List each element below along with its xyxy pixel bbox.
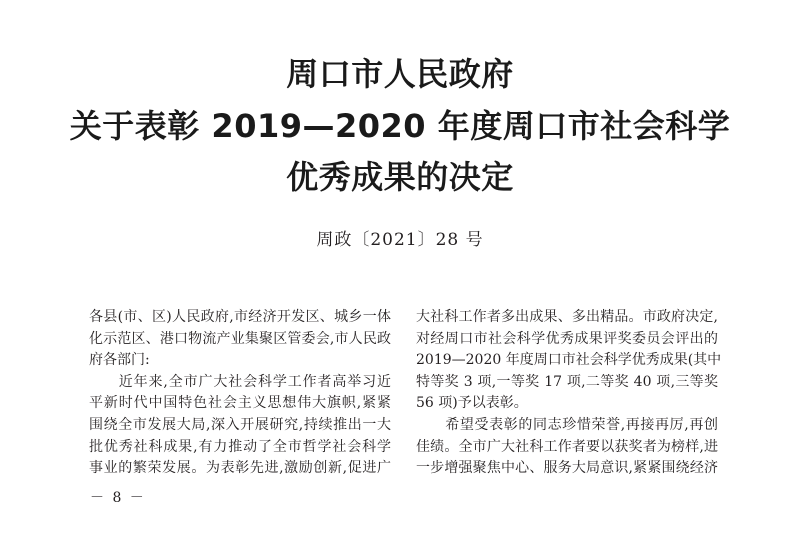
body-line: 化示范区、港口物流产业集聚区管委会,市人民政: [89, 330, 391, 347]
page-number: － 8 －: [90, 490, 146, 506]
body-line: 希望受表彰的同志珍惜荣誉,再接再厉,再创: [416, 416, 718, 433]
body-line: 2019—2020 年度周口市社会科学优秀成果(其中: [416, 352, 722, 369]
body-line: 大社科工作者多出成果、多出精品。市政府决定,: [416, 309, 718, 325]
body-line: 事业的繁荣发展。为表彰先进,激励创新,促进广: [89, 460, 391, 477]
left-column: [89, 307, 391, 480]
body-line: 府各部门:: [89, 352, 150, 369]
title-line-1: 周口市人民政府: [286, 55, 514, 93]
body-line: 对经周口市社会科学优秀成果评奖委员会评出的: [416, 330, 718, 347]
body-line: 56 项)予以表彰。: [416, 395, 528, 412]
body-line: 批优秀社科成果,有力推动了全市哲学社会科学: [89, 438, 391, 455]
body-line: 一步增强聚焦中心、服务大局意识,紧紧围绕经济: [416, 460, 718, 477]
body-line: 围绕全市发展大局,深入开展研究,持续推出一大: [89, 416, 391, 433]
document-number: 周政〔2021〕28 号: [316, 230, 484, 250]
right-column: [416, 307, 722, 480]
body-line: 特等奖 3 项,一等奖 17 项,二等奖 40 项,三等奖: [416, 373, 718, 390]
title-line-2: 关于表彰 2019—2020 年度周口市社会科学: [69, 107, 731, 145]
body-line: 佳绩。全市广大社科工作者要以获奖者为榜样,进: [416, 438, 718, 455]
body-line: 各县(市、区)人民政府,市经济开发区、城乡一体: [89, 309, 391, 325]
body-line: 平新时代中国特色社会主义思想伟大旗帜,紧紧: [89, 395, 391, 412]
title-line-3: 优秀成果的决定: [286, 158, 514, 196]
body-line: 近年来,全市广大社会科学工作者高举习近: [89, 373, 391, 390]
